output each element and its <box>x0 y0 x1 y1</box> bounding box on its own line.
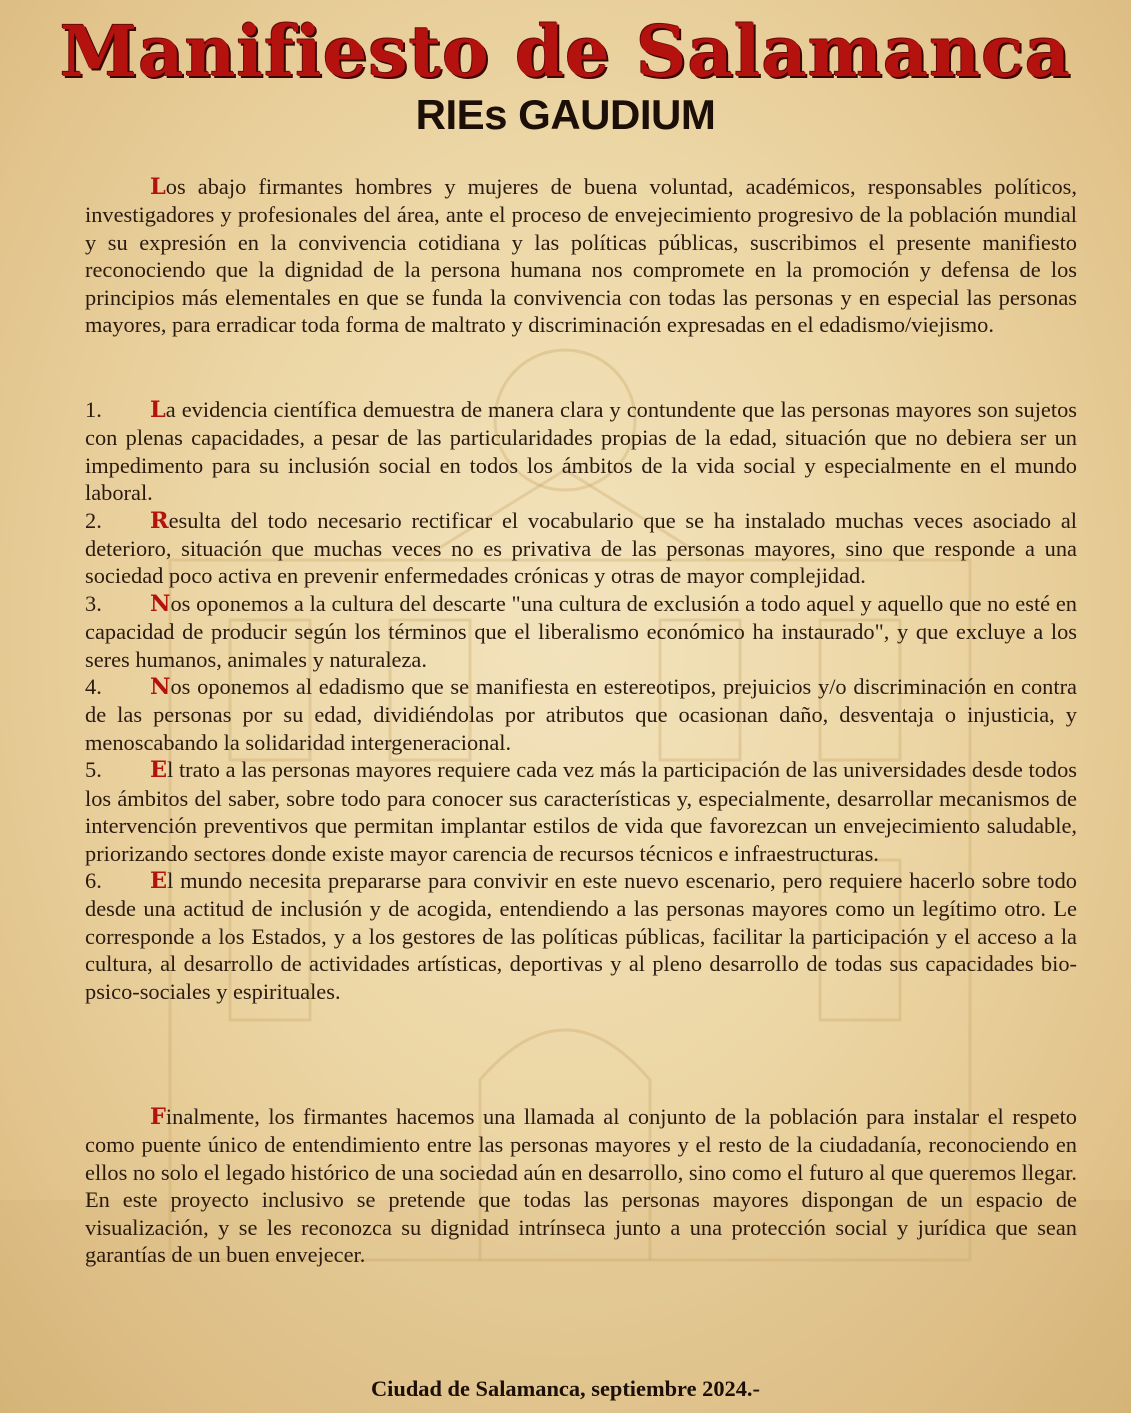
final-paragraph <box>85 1103 1077 1268</box>
list-item-text: os oponemos a la cultura del descarte "una cultura de exclusión a todo aquel y aquello que no esté en capacidad de producir según los términos que el liberalismo económico ha instaurado", y que excluye a los seres humanos, animales y naturaleza. <box>85 590 1077 672</box>
intro-text: os abajo firmantes hombres y mujeres de buena voluntad, académicos, responsables políticos, investigadores y profesionales del área, ante el proceso de envejecimiento progresivo de la población mundial y su expresión en la convivencia cotidiana y las políticas públicas, suscribimos el presente manifiesto reconociendo que la dignidad de la persona humana nos compromete en la promoción y defensa de los principios más elementales en que se funda la convivencia con todas las personas y en especial las personas mayores, para erradicar toda forma de maltrato y discriminación expresadas en el edadismo/viejismo. <box>85 174 1077 338</box>
drop-cap: R <box>150 507 169 534</box>
drop-cap: N <box>150 674 171 701</box>
drop-cap: L <box>150 397 166 423</box>
numbered-list <box>85 396 1077 1005</box>
list-item-text: os oponemos al edadismo que se manifiesta en estereotipos, prejuicios y/o discriminación en contra de las personas por su edad, dividiéndolas por atributos que ocasionan daño, desventaja o injusticia, y menoscabando la solidaridad intergeneracional. <box>85 674 1077 755</box>
list-item-text: l trato a las personas mayores requiere cada vez más la participación de las universidades desde todos los ámbitos del saber, sobre todo para conocer sus características y, especialmente, desarrollar mecanismos de intervención preventivos que permitan implantar estilos de vida que favorezcan un envejecimiento saludable, priorizando sectores donde existe mayor carencia de recursos técnicos e infraestructuras. <box>85 757 1077 866</box>
list-number: 3. <box>85 590 102 616</box>
list-item-text: esulta del todo necesario rectificar el vocabulario que se ha instalado muchas veces asociado al deterioro, situación que muchas veces no es privativa de las personas mayores, sino que responde a una sociedad poco activa en prevenir enfermedades crónicas y otras de mayor complejidad. <box>85 507 1077 589</box>
list-item <box>85 507 1077 590</box>
list-number: 6. <box>85 867 102 893</box>
page-subtitle: RIEs GAUDIUM <box>415 91 716 138</box>
list-item <box>85 396 1077 507</box>
list-number: 4. <box>85 674 102 700</box>
drop-cap: E <box>150 867 168 894</box>
list-item <box>85 756 1077 867</box>
list-item <box>85 867 1077 1005</box>
list-number: 1. <box>85 397 102 422</box>
drop-cap: L <box>150 174 166 200</box>
list-number: 2. <box>85 507 102 533</box>
drop-cap: F <box>150 1104 166 1130</box>
drop-cap: E <box>150 757 168 784</box>
final-text: inalmente, los firmantes hacemos una llamada al conjunto de la población para instalar el respeto como puente único de entendimiento entre las personas mayores y el resto de la ciudadanía, reconociendo en ellos no solo el legado histórico de una sociedad aún en desarrollo, sino como el futuro al que queremos llegar. En este proyecto inclusivo se pretende que todas las personas mayores dispongan de un espacio de visualización, y se les reconozca su dignidad intrínseca junto a una protección social y jurídica que sean garantías de un buen envejecer. <box>85 1104 1077 1268</box>
intro-paragraph <box>85 173 1077 338</box>
list-item-text: a evidencia científica demuestra de manera clara y contundente que las personas mayores son sujetos con plenas capacidades, a pesar de las particularidades propias de la edad, situación que no debiera ser un impedimento para su inclusión social en todos los ámbitos de la vida social y especialmente en el mundo laboral. <box>85 397 1077 506</box>
list-item <box>85 590 1077 673</box>
page-title: Manifiesto de Salamanca <box>59 10 1072 93</box>
drop-cap: N <box>150 590 171 617</box>
signature-line: Ciudad de Salamanca, septiembre 2024.- <box>371 1376 760 1401</box>
list-item-text: l mundo necesita prepararse para convivir en este nuevo escenario, pero requiere hacerlo sobre todo desde una actitud de inclusión y de acogida, entendiendo a las personas mayores como un legítimo otro. Le corresponde a los Estados, y a los gestores de las políticas públicas, facilitar la participación y el acceso a la cultura, al desarrollo de actividades artísticas, deportivas y al pleno desarrollo de todas sus capacidades bio-psico-sociales y espirituales. <box>85 867 1077 1004</box>
list-item <box>85 673 1077 756</box>
list-number: 5. <box>85 757 102 783</box>
